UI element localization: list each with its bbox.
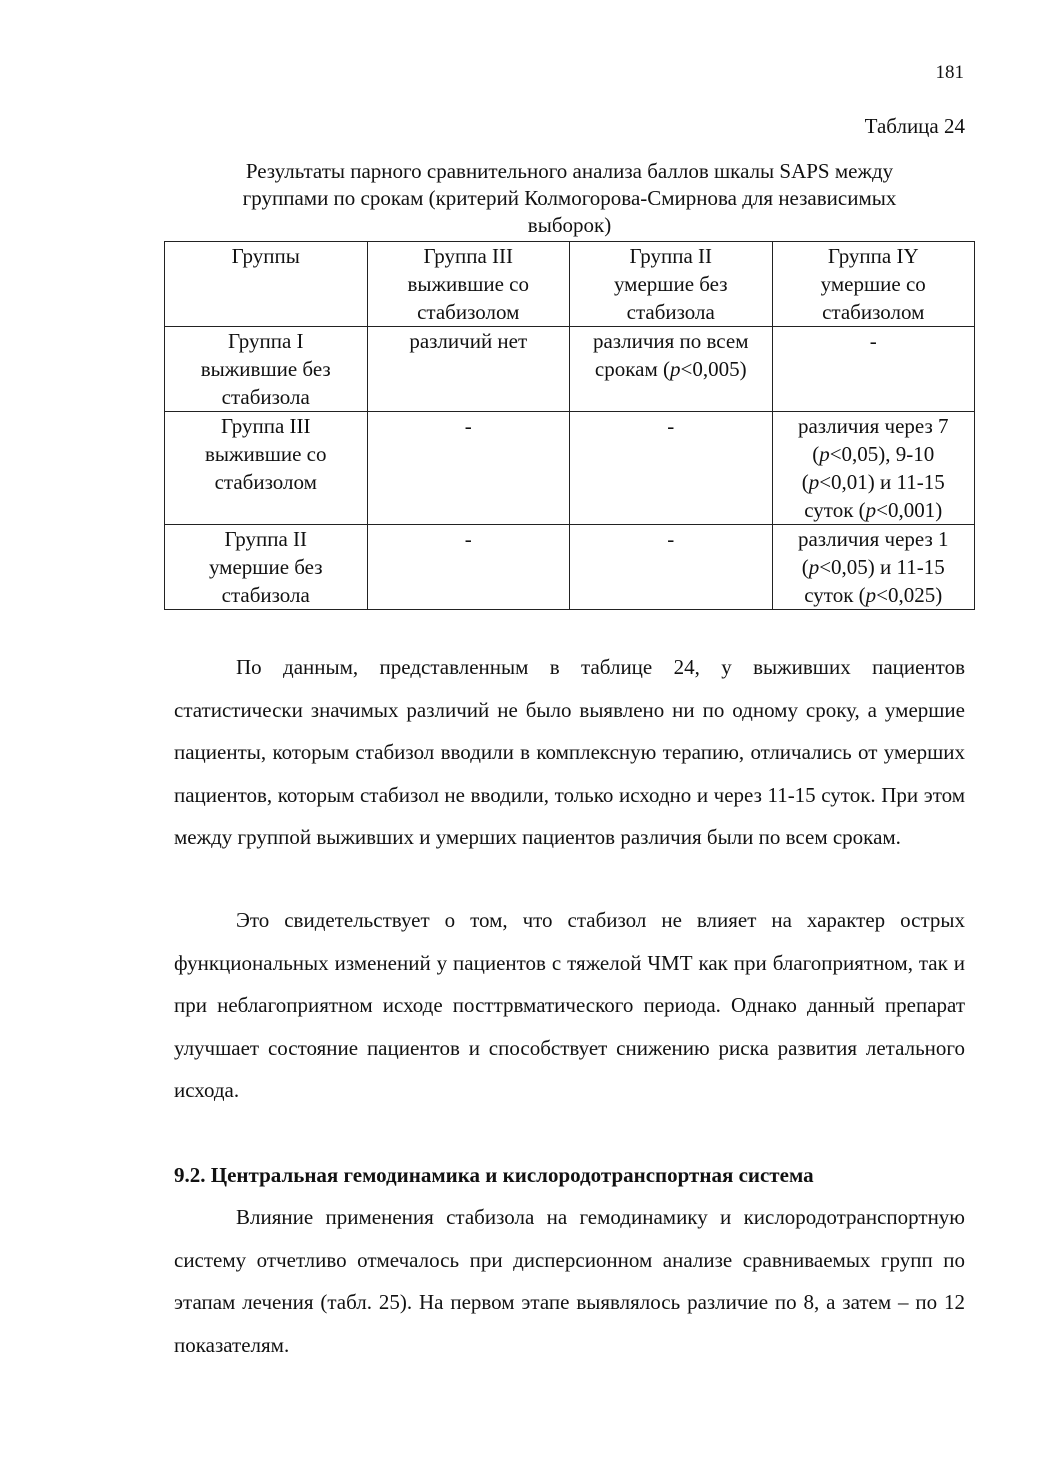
header-cell-group-3 xyxy=(367,242,570,327)
cell-line: - xyxy=(667,414,675,438)
table-caption-line: группами по срокам (критерий Колмогорова-Смирнова для независимых xyxy=(242,186,897,210)
row-label-group-1 xyxy=(165,327,368,412)
cell-line: Группа I xyxy=(227,329,304,353)
cell-line: - xyxy=(869,329,877,353)
cell-line: стабизолом xyxy=(214,470,317,494)
cell-line: - xyxy=(667,527,675,551)
table-caption xyxy=(164,158,975,239)
section-heading: 9.2. Центральная гемодинамика и кислородотранспортная система xyxy=(174,1163,814,1187)
page-number: 181 xyxy=(935,62,964,83)
body-paragraph-1: По данным, представленным в таблице 24, у выживших пациентов статистически значимых различий не было выявлено ни по одному сроку, а умершие пациенты, которым стабизол вводили в комплексную терапию, отличались от умерших пациентов, которым стабизол не вводили, только исходно и через 11-15 суток. При этом между группой выживших и умерших пациентов различия были по всем срокам. xyxy=(174,655,965,849)
cell-line: выжившие со xyxy=(205,442,327,466)
cell-line: умершие без xyxy=(613,272,728,296)
cell-line: стабизола xyxy=(221,385,310,409)
row-label-group-2 xyxy=(165,525,368,610)
table-cell xyxy=(772,525,975,610)
table-cell xyxy=(772,327,975,412)
table-caption-line: Результаты парного сравнительного анализа баллов шкалы SAPS между xyxy=(245,159,894,183)
cell-line: различия через 7 xyxy=(797,414,949,438)
cell-line: стабизола xyxy=(626,300,715,324)
table-row xyxy=(165,525,975,610)
cell-line: (p<0,05) и 11-15 xyxy=(801,555,945,579)
table-row xyxy=(165,412,975,525)
table-row xyxy=(165,327,975,412)
table-cell xyxy=(772,412,975,525)
table-caption-line: выборок) xyxy=(527,213,612,237)
cell-line: Группа II xyxy=(224,527,308,551)
header-cell-group-4 xyxy=(772,242,975,327)
row-label-group-3 xyxy=(165,412,368,525)
table-cell xyxy=(570,412,773,525)
cell-line: Группа IY xyxy=(827,244,919,268)
body-paragraph-2: Это свидетельствует о том, что стабизол не влияет на характер острых функциональных изменений у пациентов с тяжелой ЧМТ как при благоприятном, так и при неблагоприятном исходе посттрвматического периода. Однако данный препарат улучшает состояние пациентов и способствует снижению риска развития летального исхода. xyxy=(174,908,965,1102)
table-cell xyxy=(570,327,773,412)
results-table xyxy=(164,241,975,610)
cell-line: (p<0,05), 9-10 xyxy=(812,442,935,466)
cell-line: стабизолом xyxy=(822,300,925,324)
table-cell xyxy=(570,525,773,610)
cell-line: - xyxy=(464,527,472,551)
cell-line: суток (p<0,025) xyxy=(804,583,943,607)
cell-line: Группа III xyxy=(423,244,514,268)
cell-line: умершие без xyxy=(208,555,323,579)
table-cell xyxy=(367,412,570,525)
header-cell-groups xyxy=(165,242,368,327)
cell-line: выжившие со xyxy=(407,272,529,296)
cell-line: стабизола xyxy=(221,583,310,607)
cell-line: срокам (p<0,005) xyxy=(594,357,747,381)
cell-line: - xyxy=(464,414,472,438)
cell-line: выжившие без xyxy=(200,357,331,381)
table-cell xyxy=(367,327,570,412)
cell-line: (p<0,01) и 11-15 xyxy=(801,470,945,494)
cell-line: суток (p<0,001) xyxy=(804,498,943,522)
cell-line: стабизолом xyxy=(417,300,520,324)
body-paragraph-3: Влияние применения стабизола на гемодинамику и кислородотранспортную систему отчетливо отмечалось при дисперсионном анализе сравниваемых групп по этапам лечения (табл. 25). На первом этапе выявлялось различие по 8, а затем – по 12 показателям. xyxy=(174,1205,965,1357)
cell-line: различия по всем xyxy=(592,329,749,353)
table-label: Таблица 24 xyxy=(864,114,965,138)
cell-line: различия через 1 xyxy=(797,527,949,551)
cell-line: Группы xyxy=(231,244,300,268)
cell-line: Группа II xyxy=(629,244,713,268)
cell-line: Группа III xyxy=(220,414,311,438)
cell-line: различий нет xyxy=(409,329,528,353)
header-cell-group-2 xyxy=(570,242,773,327)
cell-line: умершие со xyxy=(820,272,926,296)
table-header-row xyxy=(165,242,975,327)
table-cell xyxy=(367,525,570,610)
